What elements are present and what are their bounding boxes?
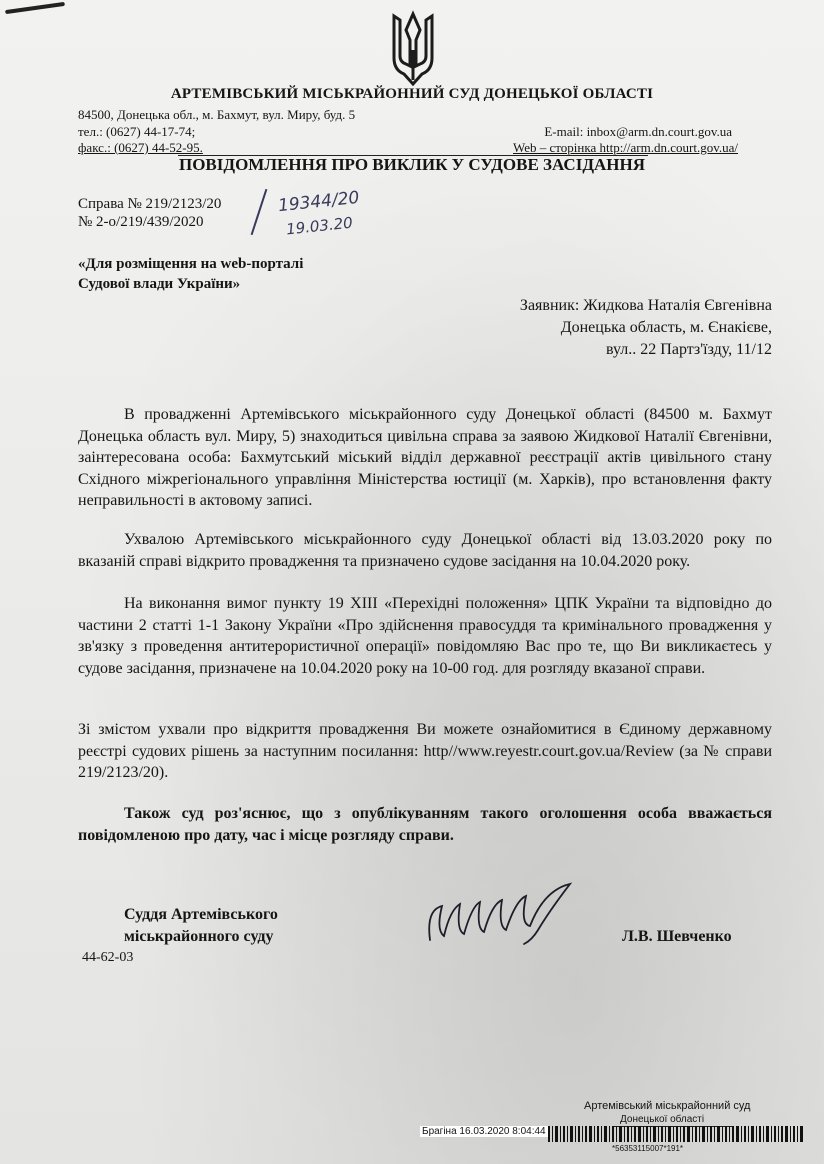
applicant-line3: вул.. 22 Партз'їзду, 11/12 bbox=[606, 341, 772, 358]
case-number: Справа № 219/2123/20 bbox=[78, 196, 222, 212]
trident-emblem-icon bbox=[390, 10, 436, 88]
barcode-number: *56353115007*191* bbox=[612, 1144, 684, 1153]
contact-phone: 44-62-03 bbox=[82, 950, 134, 965]
barcode-icon bbox=[548, 1126, 804, 1142]
paragraph-proceeding: В провадженні Артемівського міськрайонного суду Донецької області (84500 м. Бахмут Донецька область вул. Миру, 5) знаходиться цивільна справа за заявою Жидкової Наталії Євгенівни, заінтересована особа: Бахмутський міський відділ державної реєстрації актів цивільного стану Східного міжрегіонального управління Міністерства юстиції (м. Харків), про встановлення факту неправильності в актовому записі. bbox=[78, 406, 772, 509]
court-email: E-mail: inbox@arm.dn.court.gov.ua bbox=[544, 124, 732, 139]
applicant-line1: Заявник: Жидкова Наталія Євгенівна bbox=[519, 297, 772, 314]
judge-title-line2: міськрайонного суду bbox=[124, 928, 274, 945]
page-title: ПОВІДОМЛЕННЯ ПРО ВИКЛИК У СУДОВЕ ЗАСІДАННЯ bbox=[178, 155, 646, 174]
handwritten-date: 19.03.20 bbox=[285, 213, 354, 239]
paragraph-notice: Також суд роз'яснює, що з опублікуванням такого оголошення особа вважається повідомленою про дату, час і місце розгляду справи. bbox=[78, 805, 772, 844]
portal-note-line1: «Для розміщення на web-порталі bbox=[78, 256, 304, 272]
registrar-stamp: Брагіна 16.03.2020 8:04:44 bbox=[422, 1126, 546, 1137]
handwritten-number: 19344/20 bbox=[277, 187, 361, 217]
stamp-region: Донецької області bbox=[620, 1114, 705, 1125]
portal-note-line2: Судової влади України» bbox=[78, 276, 241, 292]
stamp-court: Артемівський міськрайонний суд bbox=[584, 1100, 751, 1112]
handwritten-slash bbox=[251, 189, 268, 235]
paragraph-summons: На виконання вимог пункту 19 XIII «Перехідні положення» ЦПК України та відповідно до частини 2 статті 1-1 Закону України «Про здійснення правосуддя та кримінального провадження у зв'язку з проведення антитерористичної операції» повідомляю Вас про те, що Ви викликаєтесь у судове засідання, призначене на 10.04.2020 року на 10-00 год. для розгляду вказаної справи. bbox=[78, 595, 772, 677]
court-fax: факс.: (0627) 44-52-95. bbox=[78, 140, 203, 155]
judge-title-line1: Суддя Артемівського bbox=[124, 906, 278, 923]
applicant-line2: Донецька область, м. Єнакієве, bbox=[560, 319, 772, 336]
court-address: 84500, Донецька обл., м. Бахмут, вул. Миру, буд. 5 bbox=[78, 107, 356, 122]
paragraph-ruling: Ухвалою Артемівського міськрайонного суду Донецької області від 13.03.2020 року по вказаній справі відкрито провадження та призначено судове засідання на 10.04.2020 року. bbox=[78, 531, 772, 570]
pen-mark bbox=[5, 2, 65, 14]
court-web: Web – сторінка http://arm.dn.court.gov.ua/ bbox=[512, 140, 738, 155]
court-name: АРТЕМІВСЬКИЙ МІСЬКРАЙОННИЙ СУД ДОНЕЦЬКОЇ ОБЛАСТІ bbox=[170, 86, 654, 102]
paragraph-registry: Зі змістом ухвали про відкриття провадження Ви можете ознайомитися в Єдиному державному реєстрі судових рішень за наступним посилання: http//www.reyestr.court.gov.ua/Review (за № справи 219/2123/20). bbox=[78, 721, 772, 781]
handwritten-signature bbox=[420, 880, 590, 950]
proceeding-number: № 2-о/219/439/2020 bbox=[78, 214, 204, 230]
judge-name: Л.В. Шевченко bbox=[622, 928, 732, 945]
court-tel: тел.: (0627) 44-17-74; bbox=[78, 124, 196, 139]
